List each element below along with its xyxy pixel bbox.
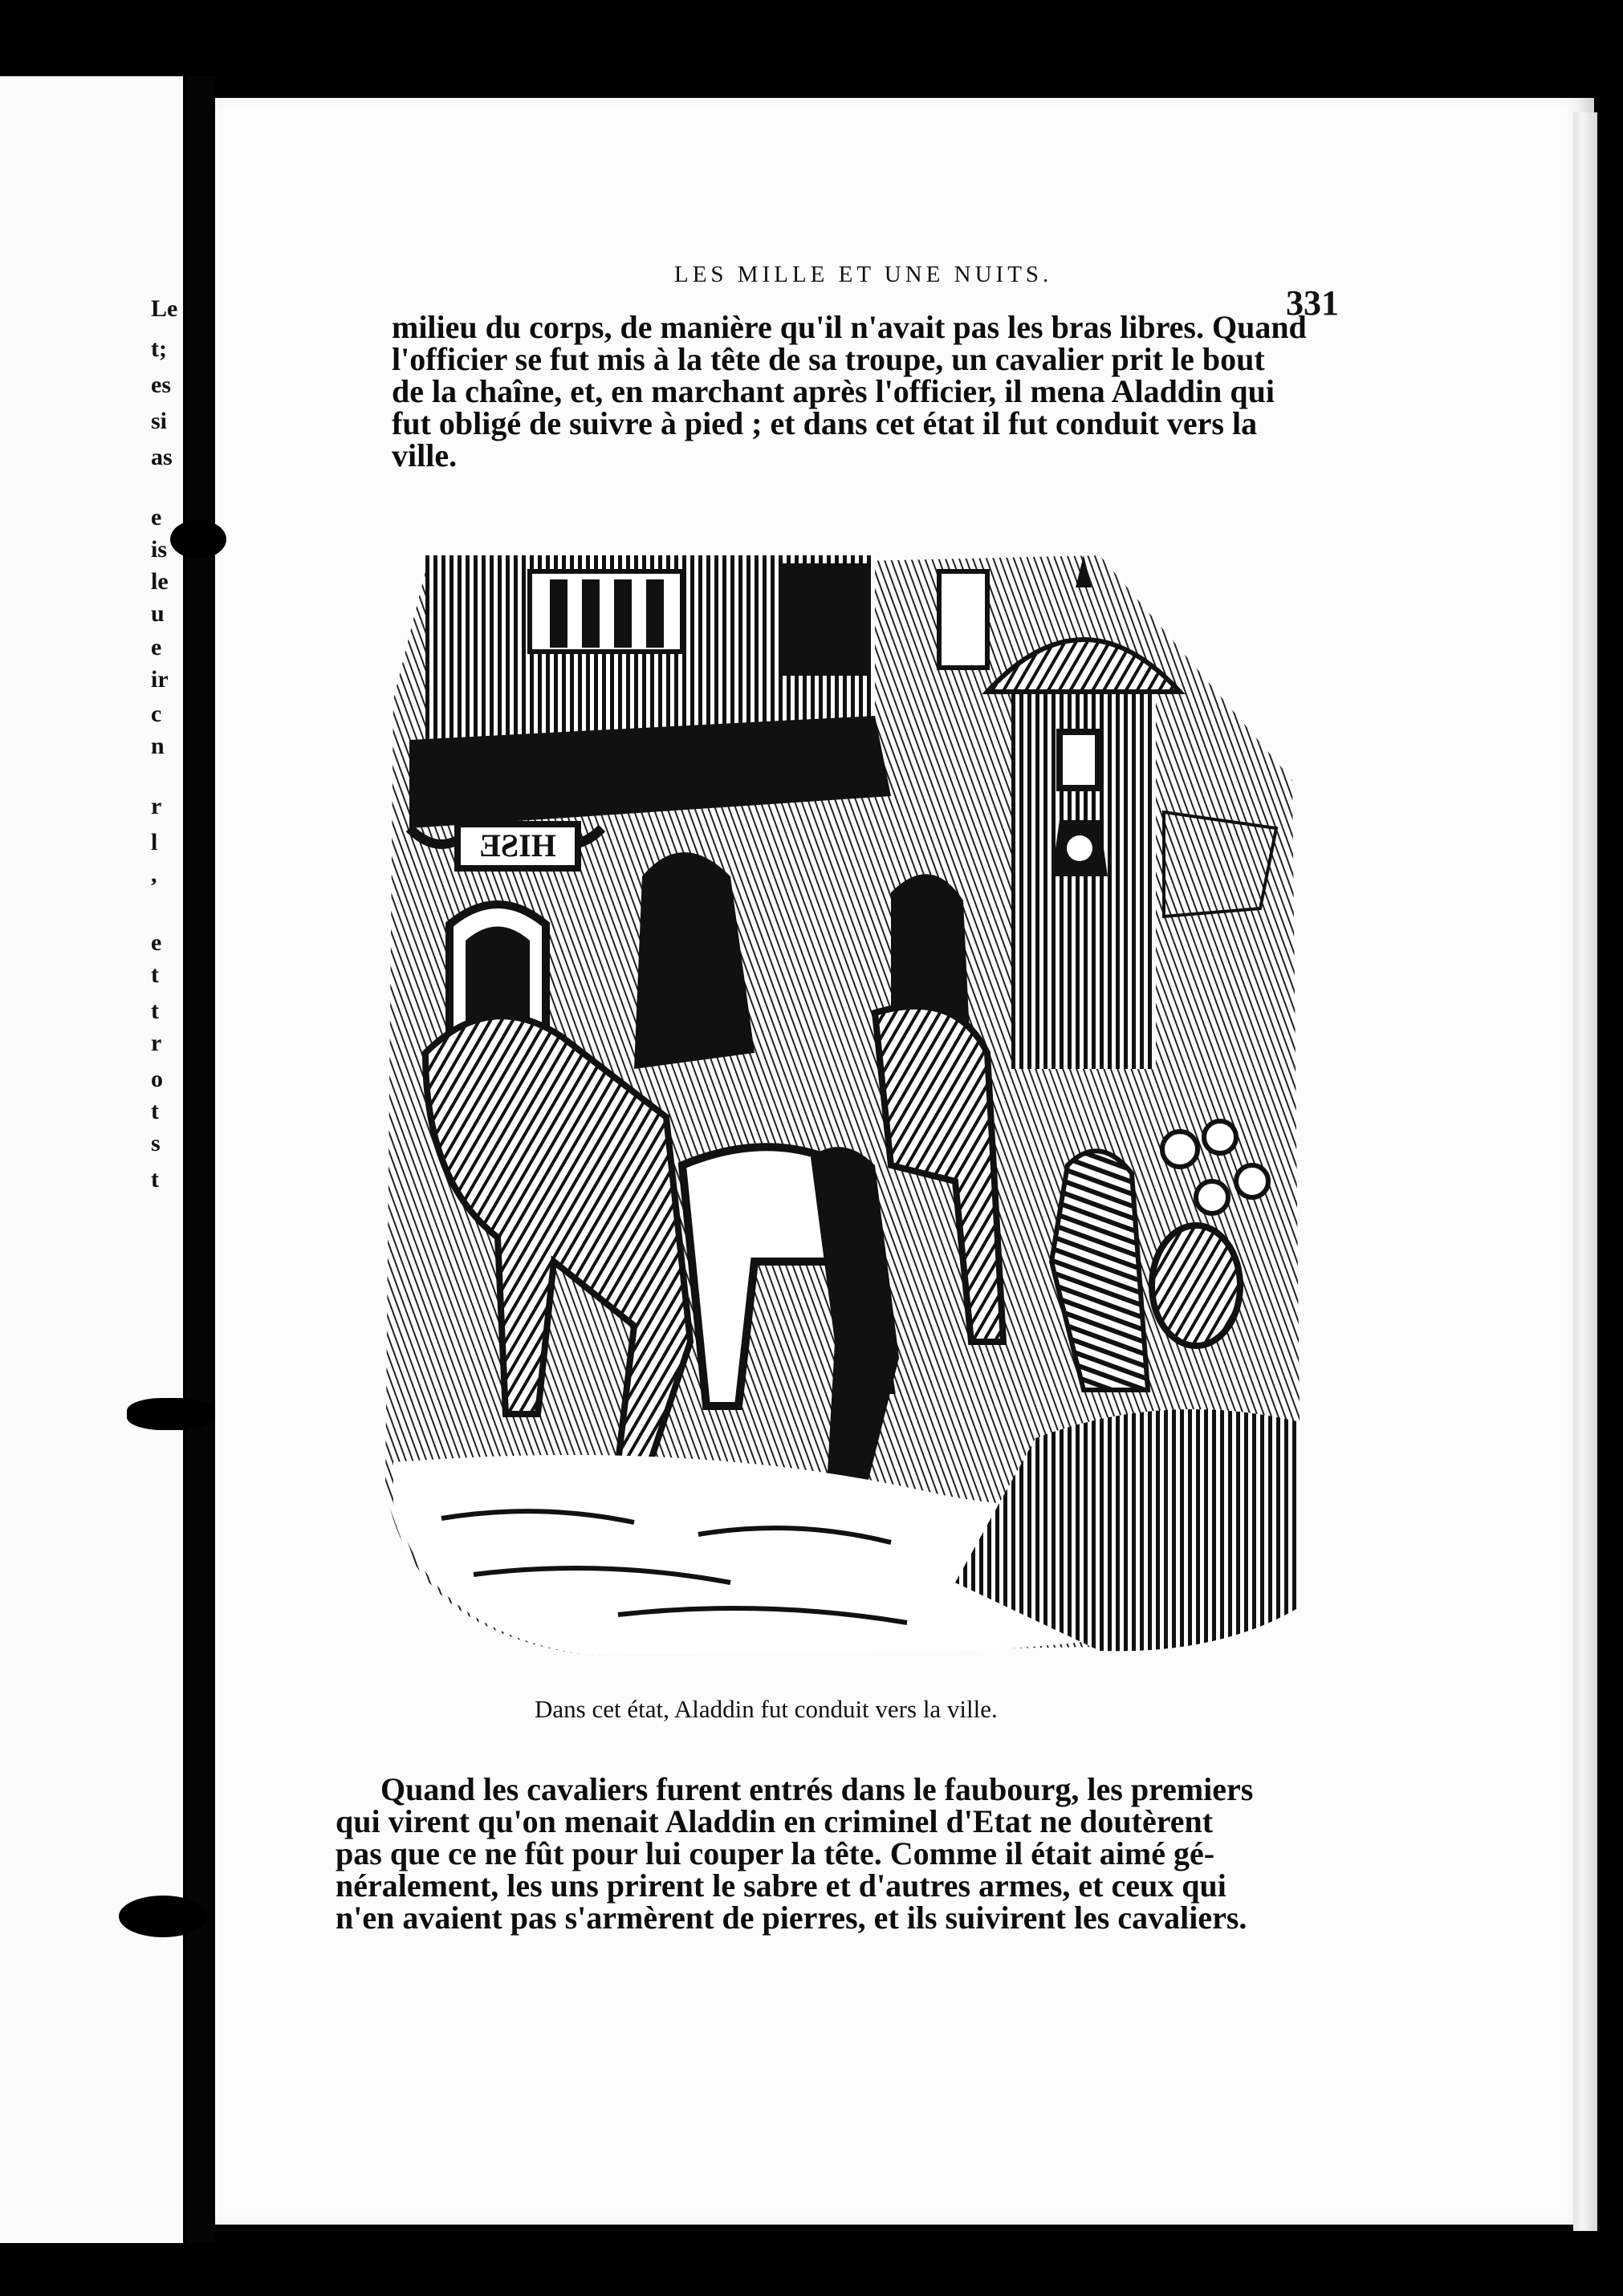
left-page-fragment: e	[151, 929, 162, 956]
text-line: de la chaîne, et, en marchant après l'officier, il mena Aladdin qui	[392, 373, 1275, 409]
left-page-fragment: e	[151, 504, 162, 530]
left-page-fragment: n	[151, 733, 165, 759]
text-line: ville.	[392, 437, 458, 473]
left-page-fragment: le	[151, 568, 169, 595]
text-line: Quand les cavaliers furent entrés dans le faubourg, les premiers	[380, 1771, 1254, 1807]
left-page-fragment: t	[151, 1098, 159, 1124]
running-head: LES MILLE ET UNE NUITS.	[674, 262, 1053, 287]
binding-mark	[119, 1896, 207, 1937]
text-line: n'en avaient pas s'armèrent de pierres, et ils suivirent les cavaliers.	[336, 1900, 1247, 1936]
text-line: néralement, les uns prirent le sabre et d'autres armes, et ceux qui	[336, 1867, 1226, 1904]
shop-sign-text: HISE	[479, 827, 556, 864]
left-page-fragment: ir	[151, 666, 169, 693]
left-page-fragment: o	[151, 1066, 163, 1092]
left-page-fragment: t	[151, 998, 159, 1024]
page-number: 331	[1286, 283, 1339, 323]
tower-window	[1060, 732, 1098, 788]
top-paragraph	[392, 311, 1339, 472]
left-page-fragment: e	[151, 634, 162, 660]
left-page-fragment: l	[151, 829, 158, 855]
left-page-fragment: si	[151, 408, 168, 434]
text-line: qui virent qu'on menait Aladdin en criminel d'Etat ne doutèrent	[336, 1803, 1214, 1839]
shield	[1152, 1225, 1240, 1346]
text-line: pas que ce ne fût pour lui couper la tête. Comme il était aimé gé-	[336, 1835, 1215, 1871]
left-page-fragment: u	[151, 600, 165, 627]
figure-caption: Dans cet état, Aladdin fut conduit vers la ville.	[535, 1695, 998, 1723]
left-page-fragment: t	[151, 961, 159, 988]
text-line: fut obligé de suivre à pied ; et dans cet état il fut conduit vers la	[392, 405, 1258, 441]
left-page-fragment: es	[151, 372, 171, 398]
left-page-fragment: as	[151, 444, 173, 470]
binding-mark	[170, 520, 226, 559]
left-page-fragment: t	[151, 1166, 159, 1193]
left-page-fragment: r	[151, 1030, 162, 1056]
left-page-fragment: Le	[151, 295, 178, 322]
text-line: milieu du corps, de manière qu'il n'avait pas les bras libres. Quand	[392, 309, 1307, 345]
left-page-fragment: t;	[151, 335, 167, 362]
bottom-paragraph	[336, 1771, 1289, 1936]
left-page-fragment: s	[151, 1130, 161, 1156]
binding-mark	[127, 1398, 215, 1430]
left-page-fragment: is	[151, 536, 168, 563]
text-line: l'officier se fut mis à la tête de sa troupe, un cavalier prit le bout	[392, 341, 1265, 377]
engraving-illustration	[377, 539, 1308, 1671]
left-page-fragment: r	[151, 793, 162, 819]
left-page-fragment: c	[151, 701, 162, 727]
left-page-fragment: ,	[151, 861, 157, 888]
